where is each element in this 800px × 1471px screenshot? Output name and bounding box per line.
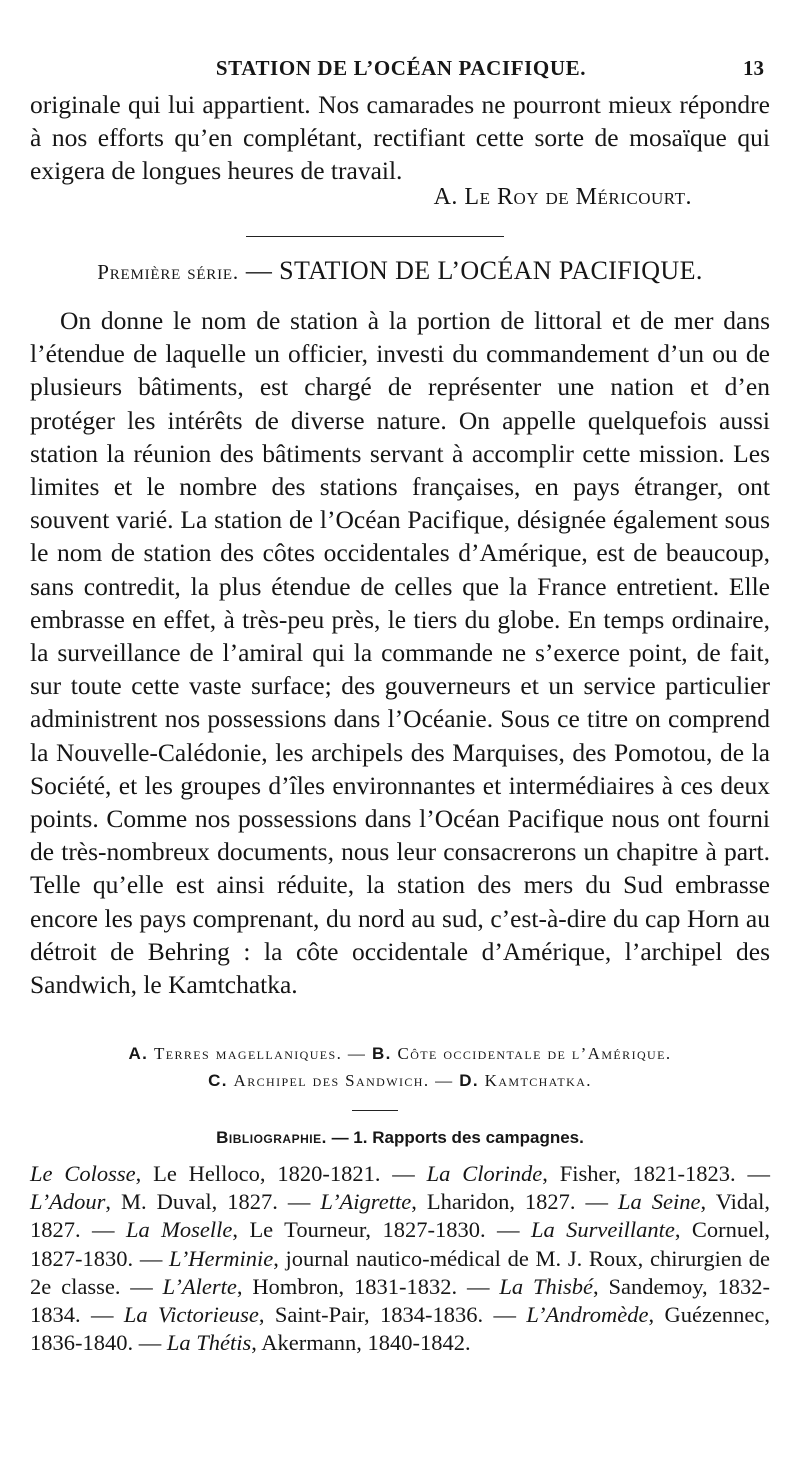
main-paragraph-text: On donne le nom de station à la portion de littoral et de mer dans l’étendue de laquelle un officier, investi du commandement d’un ou de plusieurs bâtiments, est chargé de représenter une nation et d’en protéger les intérêts de diverse nature. On appelle quelquefois aussi station la réunion des bâtiments servant à accomplir cette mission. Les limites et le nombre des stations françaises, en pays étranger, ont souvent varié. La station de l’Océan Pacifique, désignée également sous le nom de station des côtes occidentales d’Amérique, est de beaucoup, sans contredit, la plus étendue de celles que la France entretient. Elle embrasse en effet, à très-peu près, le tiers du globe. En temps ordinaire, la surveillance de l’amiral qui la commande ne s’exerce point, de fait, sur toute cette vaste surface; des gouverneurs et un service particulier administrent nos possessions dans l’Océanie. Sous ce titre on comprend la Nouvelle-Calédonie, les archipels des Marquises, des Pomotou, de la Société, et les groupes d’îles environnantes et intermédiaires à ces deux points. Comme nos possessions dans l’Océan Pacifique nous ont fourni de très-nombreux documents, nous leur consacrerons un chapitre à part. Telle qu’elle est ainsi réduite, la station des mers du Sud embrasse encore les pays comprenant, du nord au sud, c’est-à-dire du cap Horn au détroit de Behring : la côte occidentale d’Amérique, l’archipel des Sandwich, le Kamtchatka. <box>30 306 770 1000</box>
bibliography-dash: — <box>331 1128 349 1147</box>
intro-paragraph: originale qui lui appartient. Nos camarades ne pourront mieux répondre à nos efforts qu’en complétant, rectifiant cette sorte de mosaïque qui exigera de longues heures de travail. <box>30 90 770 186</box>
bibliography-number: 1. <box>353 1128 368 1147</box>
biblio-entry: La Thisbé, Sandemoy, 1832-1834. <box>30 1273 771 1328</box>
ship-name: L’Herminie <box>169 1245 274 1271</box>
entry-details: Saint-Pair, 1834-1836. <box>274 1302 484 1328</box>
entry-details: Lharidon, 1827. <box>426 1189 576 1215</box>
running-title: STATION DE L’OCÉAN PACIFIQUE. <box>215 56 587 80</box>
division-label-d: Kamtchatka. <box>484 1071 592 1090</box>
biblio-entry: L’Alerte, Hombron, 1831-1832. <box>162 1273 458 1299</box>
division-label-b: Côte occidentale de l’Amérique. <box>397 1044 672 1063</box>
entry-details: Fisher, 1821-1823. <box>559 1161 736 1186</box>
divisions-list <box>40 1040 760 1094</box>
biblio-entry: L’Herminie, journal nautico-médical de M. J. Roux, chirurgien de 2e classe. <box>30 1245 771 1299</box>
main-paragraph <box>30 304 770 1001</box>
ship-name: La Thétis <box>166 1330 252 1356</box>
entry-details: Sandemoy, 1832-1834. <box>30 1273 771 1328</box>
section-heading <box>0 256 800 286</box>
entry-details: Hombron, 1831-1832. <box>252 1273 458 1299</box>
biblio-entry: L’Andromède, Guézennec, 1836-1840. <box>30 1302 771 1356</box>
page-header <box>30 56 772 86</box>
biblio-entry: La Moselle, Le Tourneur, 1827-1830. <box>125 1217 486 1243</box>
biblio-entry: L’Aigrette, Lharidon, 1827. <box>320 1189 576 1215</box>
biblio-entry: La Clorinde, Fisher, 1821-1823. <box>426 1161 736 1186</box>
divisions-line-2 <box>40 1067 760 1094</box>
bibliography-heading <box>0 1128 800 1148</box>
signature-initial: A. <box>433 184 458 210</box>
ship-name: L’Andromède <box>526 1302 649 1328</box>
signature-name: Le Roy de Méricourt. <box>464 184 692 210</box>
signature <box>434 184 692 211</box>
biblio-entry: La Seine, Vidal, 1827. <box>30 1189 771 1243</box>
division-key-c: C. <box>208 1071 228 1090</box>
entry-details: Vidal, 1827. <box>30 1189 771 1243</box>
section-divider-rule <box>246 236 504 237</box>
division-separator: — <box>435 1071 454 1090</box>
entry-details: Cornuel, 1827-1830. <box>30 1217 771 1271</box>
entry-details: journal nautico-médical de M. J. Roux, chirurgien de 2e classe. <box>30 1245 771 1299</box>
ship-name: L’Aigrette <box>320 1189 412 1215</box>
ship-name: L’Alerte <box>162 1273 237 1299</box>
biblio-entry: L’Adour, M. Duval, 1827. <box>30 1189 278 1215</box>
intro-paragraph-block <box>30 88 770 188</box>
biblio-entry: La Victorieuse, Saint-Pair, 1834-1836. <box>123 1302 484 1328</box>
main-paragraph-block <box>30 304 770 1001</box>
division-key-d: D. <box>459 1071 480 1090</box>
ship-name: La Surveillante <box>530 1217 675 1243</box>
division-label-a: Terres magellaniques. <box>153 1044 343 1063</box>
ship-name: La Seine <box>618 1189 701 1215</box>
bibliography-label: Bibliographie. <box>216 1128 327 1147</box>
divisions-line-1 <box>40 1040 760 1067</box>
division-key-b: B. <box>371 1044 392 1063</box>
entry-details: Le Tourneur, 1827-1830. <box>249 1217 486 1243</box>
ship-name: La Thisbé <box>499 1273 594 1299</box>
biblio-entry: La Surveillante, Cornuel, 1827-1830. <box>30 1217 771 1271</box>
section-title: STATION DE L’OCÉAN PACIFIQUE. <box>279 256 703 285</box>
entry-details: Guézennec, 1836-1840. <box>30 1302 771 1356</box>
bibliography-title: Rapports des campagnes. <box>372 1128 584 1147</box>
entry-details: Le Helloco, 1820-1821. <box>153 1161 381 1186</box>
short-divider-rule <box>352 1110 398 1111</box>
ship-name: Le Colosse <box>30 1161 136 1186</box>
division-key-a: A. <box>128 1044 149 1063</box>
entry-details: M. Duval, 1827. <box>121 1189 278 1215</box>
bibliography-list: Le Colosse, Le Helloco, 1820-1821. — La Clorinde, Fisher, 1821-1823. — L’Adour, M. Duval, 1827. — L’Aigrette, Lharidon, 1827. — La Seine, Vidal, 1827. — La Moselle, Le Tourneur, 1827-1830. — La Surveillante, Cornuel, 1827-1830. — L’Herminie, journal nautico-médical de M. J. Roux, chirurgien de 2e classe. — L’Alerte, Hombron, 1831-1832. — La Thisbé, Sandemoy, 1832-1834. — La Victorieuse, Saint-Pair, 1834-1836. — L’Andromède, Guézennec, 1836-1840. — La Thétis, Akermann, 1840-1842. <box>30 1161 771 1356</box>
ship-name: La Clorinde <box>426 1161 543 1186</box>
heading-dash: — <box>245 256 273 285</box>
ship-name: L’Adour <box>30 1189 106 1215</box>
page-number: 13 <box>743 56 764 80</box>
division-label-c: Archipel des Sandwich. <box>233 1071 430 1090</box>
ship-name: La Victorieuse <box>123 1302 259 1328</box>
biblio-entry: La Thétis, Akermann, 1840-1842. <box>166 1330 471 1356</box>
division-separator: — <box>347 1044 367 1063</box>
ship-name: La Moselle <box>125 1217 233 1243</box>
entry-details: Akermann, 1840-1842. <box>261 1330 471 1356</box>
biblio-entry: Le Colosse, Le Helloco, 1820-1821. <box>30 1161 381 1186</box>
series-label: Première série. <box>97 260 239 284</box>
